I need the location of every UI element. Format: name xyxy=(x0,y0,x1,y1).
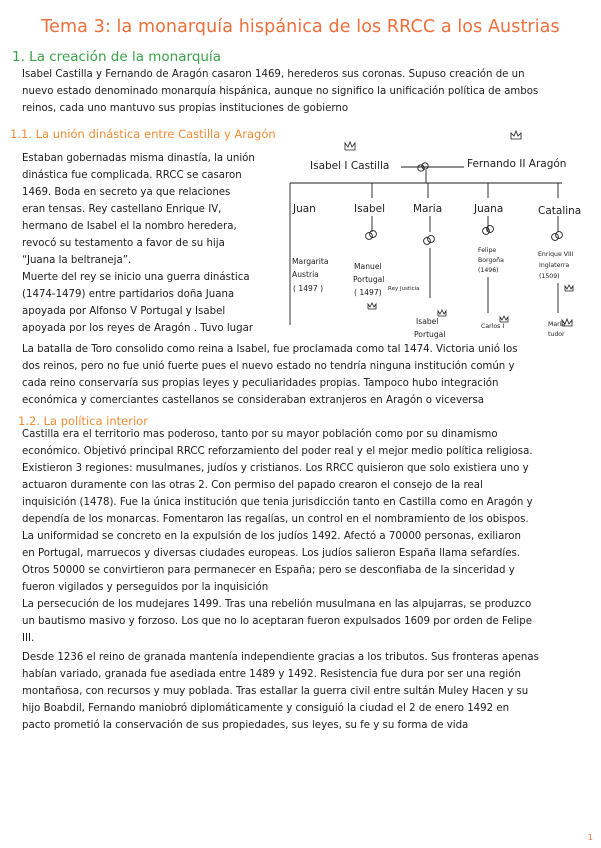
tree-child-catalina: Catalina xyxy=(538,205,582,217)
paragraph-line: reinos, cada uno mantuvo sus propias instituciones de gobierno xyxy=(22,103,349,114)
tree-child-juan: Juan xyxy=(293,203,316,215)
paragraph-line: actuaron duramente con las otras 2. Con permiso del papado crearon el consejo de la real xyxy=(22,480,483,491)
tree-parent-isabel: Isabel I Castilla xyxy=(310,160,390,172)
tree-grandchild: tudor xyxy=(548,331,565,338)
paragraph-line: habían variado, granada fue asediada entre 1489 y 1492. Resistencia fue dura por ser una región xyxy=(22,669,521,680)
tree-child-juana: Juana xyxy=(474,203,504,215)
tree-note: Rey Justicia xyxy=(388,286,420,292)
tree-spouse-line: Inglaterra xyxy=(539,262,570,269)
paragraph-line: La batalla de Toro consolido como reina a Isabel, fue proclamada como tal 1474. Victoria unió los xyxy=(22,344,518,355)
paragraph-line: III. xyxy=(22,633,35,644)
paragraph-line: económico. Objetivó principal RRCC reforzamiento del poder real y el mejor medio política religiosa. xyxy=(22,446,533,457)
tree-spouse-line: Portugal xyxy=(414,330,446,339)
paragraph-line: (1474-1479) entre partidarios doña Juana xyxy=(22,289,235,300)
paragraph-line: Isabel Castilla y Fernando de Aragón casaron 1469, herederos sus coronas. Supuso creación de un xyxy=(22,69,525,80)
page-title: Tema 3: la monarquía hispánica de los RRCC a los Austrias xyxy=(41,17,560,37)
paragraph-line: apoyada por Alfonso V Portugal y Isabel xyxy=(22,306,226,317)
tree-spouse-line: (1509) xyxy=(539,273,560,280)
tree-spouse-line: ( 1497) xyxy=(354,288,382,297)
paragraph-line: La persecución de los mudejares 1499. Tras una rebelión musulmana en las alpujarras, se produzco xyxy=(22,599,532,610)
tree-spouse-line: Isabel xyxy=(416,317,439,326)
paragraph-line: Muerte del rey se inicio una guerra dinástica xyxy=(22,272,250,283)
section-heading-1-2: 1.2. La política interior xyxy=(18,414,148,428)
tree-spouse-line: Enrique VIII xyxy=(538,251,574,258)
paragraph-line: La uniformidad se concreto en la expulsión de los judíos 1492. Afectó a 70000 personas, exiliaron xyxy=(22,531,521,542)
paragraph-line: fueron vigilados y perseguidos por la inquisición xyxy=(22,582,269,593)
paragraph-line: Estaban gobernadas misma dinastía, la unión xyxy=(22,153,255,164)
tree-parent-fernando: Fernando II Aragón xyxy=(467,158,567,170)
paragraph-line: Otros 50000 se convirtieron para permanecer en España; pero se desconfiaba de la sinceridad y xyxy=(22,565,515,576)
paragraph-line: hijo Boabdil, Fernando maniobró diplomáticamente y consiguió la ciudad el 2 de enero 1492 en xyxy=(22,703,510,714)
tree-grandchild: Carlos I xyxy=(481,323,505,330)
paragraph-line: montañosa, con recursos y muy poblada. Tras estallar la guerra civil entre sultán Muley Hacen y su xyxy=(22,686,529,697)
paragraph-line: nuevo estado denominado monarquía hispánica, aunque no significo la unificación política de ambos xyxy=(22,86,539,97)
tree-spouse-line: Austria xyxy=(292,270,319,279)
paragraph-line: Desde 1236 el reino de granada mantenía independiente gracias a los tributos. Sus fronteras apenas xyxy=(22,652,539,663)
paragraph-line: dos reinos, pero no fue unió fuerte pues el nuevo estado no tendría ninguna institución común y xyxy=(22,361,515,372)
paragraph-line: económica y comerciantes castellanos se consideraban extranjeros en Aragón o viceversa xyxy=(22,395,485,406)
tree-grandchild: María xyxy=(548,321,566,328)
tree-spouse-line: Margarita xyxy=(292,257,329,266)
paragraph-line: apoyada por los reyes de Aragón . Tuvo lugar xyxy=(22,323,254,334)
paragraph-line: inquisición (1478). Fue la única institución que tenia jurisdicción tanto en Castilla como en Aragón y xyxy=(22,497,533,508)
paragraph-line: Existieron 3 regiones: musulmanes, judíos y cristianos. Los RRCC quisieron que solo existiera uno y xyxy=(22,463,529,474)
paragraph-line: pacto prometió la conservación de sus propiedades, sus leyes, su fe y su forma de vida xyxy=(22,720,469,731)
paragraph-line: Castilla era el territorio mas poderoso, tanto por su mayor población como por su dinamismo xyxy=(22,429,498,440)
paragraph-line: dependía de los monarcas. Fomentaron las regalías, un control en el nombramiento de los obispos. xyxy=(22,514,529,525)
page-number: 1 xyxy=(587,833,593,842)
tree-child-isabel: Isabel xyxy=(354,203,386,215)
paragraph-line: en Portugal, marruecos y diversas ciudades europeas. Los judíos salieron España llama sefardíes. xyxy=(22,548,521,559)
paragraph-line: revocó su testamento a favor de su hija xyxy=(22,238,225,249)
paragraph-line: cada reino conservaría sus propias leyes y peculiaridades propias. Tampoco hubo integración xyxy=(22,378,499,389)
paragraph-line: dinástica fue complicada. RRCC se casaron xyxy=(22,170,242,181)
section-heading-1: 1. La creación de la monarquía xyxy=(12,49,221,65)
tree-spouse-line: ( 1497 ) xyxy=(293,284,324,293)
tree-spouse-line: Portugal xyxy=(353,275,385,284)
paragraph-line: eran tensas. Rey castellano Enrique IV, xyxy=(22,204,222,215)
paragraph-line: hermano de Isabel el la nombro heredera, xyxy=(22,221,237,232)
tree-spouse-line: Manuel xyxy=(354,262,382,271)
tree-spouse-line: (1496) xyxy=(478,267,499,274)
paragraph-line: “Juana la beltraneja”. xyxy=(22,255,132,266)
paragraph-line: un bautismo masivo y forzoso. Los que no lo aceptaran fueron expulsados 1609 por orden de Felipe xyxy=(22,616,532,627)
ring-icon xyxy=(366,163,563,245)
paragraph-line: 1469. Boda en secreto ya que relaciones xyxy=(22,187,231,198)
tree-spouse-line: Borgoña xyxy=(478,257,504,264)
tree-spouse-line: Felipe xyxy=(478,247,497,254)
tree-child-maria: Maria xyxy=(413,203,443,215)
section-heading-1-1: 1.1. La unión dinástica entre Castilla y Aragón xyxy=(10,127,276,141)
